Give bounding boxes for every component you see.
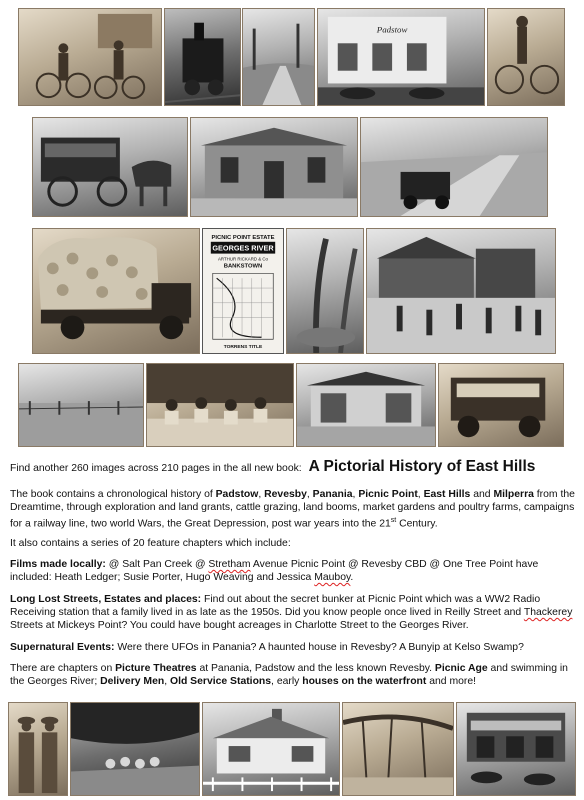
map-title-line1: PICNIC POINT ESTATE <box>211 234 275 241</box>
map-title-line3: ARTHUR RICKARD & Co <box>218 256 268 262</box>
intro-line <box>10 458 580 476</box>
suburb-east-hills: East Hills <box>423 489 471 500</box>
suburb-milperra: Milperra <box>493 489 534 500</box>
estate-map-photo <box>202 228 284 354</box>
chapters-paragraph <box>10 662 576 688</box>
supernatural-paragraph <box>10 641 576 654</box>
streets-heading: Long Lost Streets, Estates and places: <box>10 594 202 605</box>
steam-train-photo <box>164 8 241 106</box>
chapters-text: and more! <box>426 676 477 688</box>
films-actor-name: Mauboy <box>314 572 351 584</box>
house-street-crowd-photo <box>366 228 556 354</box>
para1-sep: , <box>417 489 424 500</box>
vintage-bus-photo <box>438 363 564 447</box>
horse-cart-photo <box>487 8 565 106</box>
para1-sep: , <box>352 489 359 500</box>
service-station-photo <box>456 702 576 796</box>
book-title: A Pictorial History of East Hills <box>308 458 536 475</box>
chapters-text: , <box>164 676 170 688</box>
veranda-group-photo <box>146 363 294 447</box>
bush-road-photo <box>242 8 315 106</box>
streets-text: Streets at Mickeys Point? You could have bought acreages in Charlotte Street to the Georges River. <box>10 620 469 632</box>
para1-sep: , <box>306 489 313 500</box>
para1-text: The book contains a chronological history of <box>10 489 216 500</box>
feature-intro: It also contains a series of 20 feature chapters which include: <box>10 538 291 549</box>
chapter-old-service-stations: Old Service Stations <box>169 676 272 688</box>
para1-text: from the Dreamtime, through exploration and land grants, cattle grazing, land booms, market gardens and poultry farms, campaigns for a railway line, two world Wars, the Great Depression, post war years into the 21 <box>10 489 575 530</box>
trees-creek-photo <box>286 228 364 354</box>
chapters-text: , early <box>271 676 303 688</box>
streets-name: Thackerey <box>523 607 573 619</box>
map-title-line4: BANKSTOWN <box>223 263 263 270</box>
chapters-text: and swimming in the Georges River; <box>10 663 568 688</box>
films-text: Avenue Picnic Point @ Revesby CBD @ One Tree Point have included: Heath Ledger; Susie Porter, Hugo Weaving and Jessica <box>10 559 539 584</box>
chapter-delivery-men: Delivery Men <box>100 676 165 688</box>
suburb-picnic-point: Picnic Point <box>358 489 418 500</box>
streets-paragraph <box>10 593 576 633</box>
shop-sign: Padstow <box>376 24 408 35</box>
intro-text: Find another 260 images across 210 pages in the all new book: <box>10 463 305 474</box>
cyclists-photo <box>18 8 162 106</box>
supernatural-heading: Supernatural Events: <box>10 642 115 653</box>
suburb-panania: Panania <box>312 489 353 500</box>
history-paragraph <box>10 488 576 531</box>
para1-text: Century. <box>396 518 438 530</box>
films-text: . <box>350 572 354 584</box>
hay-truck-photo <box>32 228 200 354</box>
films-heading: Films made locally: <box>10 559 106 570</box>
films-street-name: Stretham <box>208 559 251 570</box>
para1-sep: , <box>258 489 265 500</box>
rock-shelter-photo <box>70 702 200 796</box>
map-footer: TORRENS TITLE <box>223 345 263 351</box>
railway-bridge-photo <box>342 702 454 796</box>
supernatural-text: Were there UFOs in Panania? A haunted house in Revesby? A Bunyip at Kelso Swamp? <box>114 642 524 653</box>
map-title-line2: GEORGES RIVER <box>212 243 274 253</box>
country-store-photo <box>296 363 436 447</box>
chapters-text: There are chapters on <box>10 663 116 674</box>
paddock-fence-photo <box>18 363 144 447</box>
films-text: @ Salt Pan Creek @ <box>105 559 209 570</box>
films-paragraph <box>10 558 576 584</box>
chapters-text: at Panania, Padstow and the less known Revesby. <box>196 663 435 674</box>
fibro-house-photo <box>202 702 340 796</box>
suburb-padstow: Padstow <box>215 489 259 500</box>
old-car-road-photo <box>360 117 548 217</box>
chapter-picture-theatres: Picture Theatres <box>115 663 197 674</box>
delivery-wagon-photo <box>32 117 188 217</box>
chapter-picnic-age: Picnic Age <box>434 663 488 674</box>
soldiers-photo <box>8 702 68 796</box>
suburb-revesby: Revesby <box>264 489 307 500</box>
superscript: st <box>390 517 397 525</box>
chapter-waterfront-houses: houses on the waterfront <box>302 676 427 688</box>
street-building-photo <box>317 8 485 106</box>
streets-text: Find out about the secret bunker at Picnic Point which was a WW2 Radio Receiving station that a family lived in as late as the 1950s. Did you know people once lived in Reilly Street and <box>10 594 541 619</box>
para1-sep: and <box>470 489 494 500</box>
brick-house-photo <box>190 117 358 217</box>
